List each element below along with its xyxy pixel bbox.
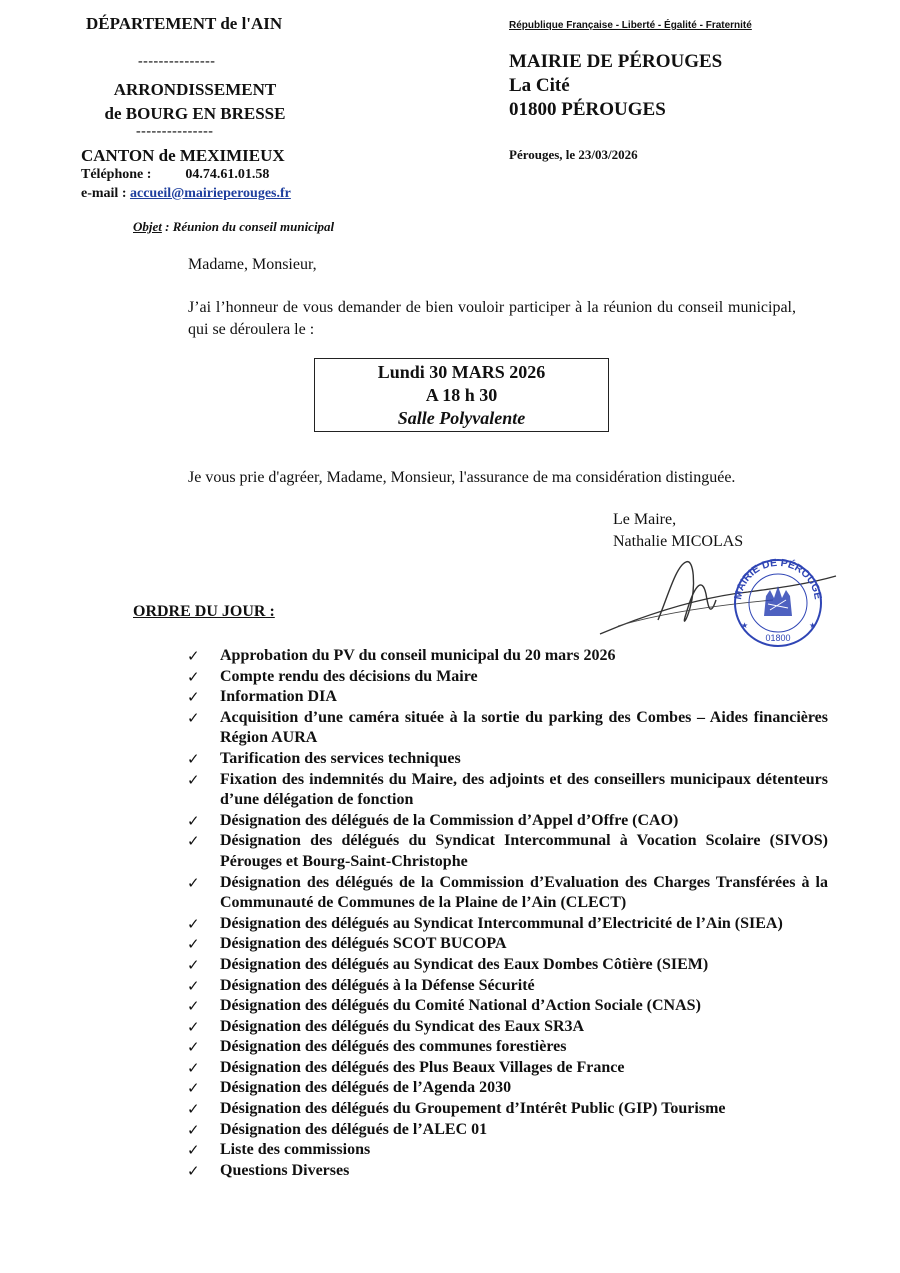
list-item bbox=[187, 708, 828, 749]
check-icon: ✓ bbox=[187, 688, 200, 707]
list-item bbox=[187, 1140, 828, 1161]
signature-block bbox=[613, 509, 743, 553]
mairie-name: MAIRIE DE PÉROUGES bbox=[509, 51, 723, 72]
intro-paragraph: J’ai l’honneur de vous demander de bien vouloir participer à la réunion du conseil municipal, qui se déroulera le : bbox=[188, 299, 796, 338]
agenda-item-text: Fixation des indemnités du Maire, des adjoints et des conseillers municipaux détenteurs d’une délégation de fonction bbox=[220, 770, 828, 809]
meeting-date: Lundi 30 MARS 2026 bbox=[377, 362, 546, 382]
agenda-item-text: Désignation des délégués des Plus Beaux Villages de France bbox=[220, 1058, 625, 1076]
arrondissement bbox=[60, 78, 330, 126]
check-icon: ✓ bbox=[187, 1058, 200, 1077]
agenda-item-text: Désignation des délégués SCOT BUCOPA bbox=[220, 935, 507, 953]
agenda-item-text: Tarification des services techniques bbox=[220, 749, 461, 767]
list-item bbox=[187, 1099, 828, 1120]
check-icon: ✓ bbox=[187, 749, 200, 768]
list-item bbox=[187, 811, 828, 832]
svg-text:MAIRIE DE PÉROUGES bbox=[598, 556, 824, 601]
phone-label: Téléphone : bbox=[81, 167, 152, 182]
check-icon: ✓ bbox=[187, 976, 200, 995]
stamp-code: 01800 bbox=[765, 633, 791, 643]
check-icon: ✓ bbox=[187, 667, 200, 686]
closing-paragraph: Je vous prie d'agréer, Madame, Monsieur, l'assurance de ma considération distinguée. bbox=[188, 469, 736, 486]
check-icon: ✓ bbox=[187, 647, 200, 665]
canton: CANTON de MEXIMIEUX bbox=[81, 146, 285, 165]
list-item bbox=[187, 914, 828, 935]
check-icon: ✓ bbox=[187, 1100, 200, 1119]
check-icon: ✓ bbox=[187, 708, 200, 727]
email-link[interactable]: accueil@mairieperouges.fr bbox=[129, 186, 291, 201]
salutation: Madame, Monsieur, bbox=[188, 256, 317, 273]
stamp-text: MAIRIE DE PÉROUGE bbox=[732, 556, 824, 601]
address-line2: 01800 PÉROUGES bbox=[509, 99, 666, 120]
check-icon: ✓ bbox=[187, 873, 200, 892]
check-icon: ✓ bbox=[187, 955, 200, 974]
official-stamp bbox=[598, 556, 838, 657]
agenda-list bbox=[187, 646, 828, 1181]
agenda-item-text: Information DIA bbox=[220, 688, 337, 706]
arrondissement-line2: de BOURG EN BRESSE bbox=[104, 104, 286, 123]
separator: --------------- bbox=[136, 124, 214, 139]
list-item bbox=[187, 1120, 828, 1141]
check-icon: ✓ bbox=[187, 1017, 200, 1036]
list-item bbox=[187, 1017, 828, 1038]
department-title: DÉPARTEMENT de l'AIN bbox=[86, 14, 283, 33]
svg-text:★: ★ bbox=[809, 621, 817, 630]
check-icon: ✓ bbox=[187, 832, 200, 851]
check-icon: ✓ bbox=[187, 811, 200, 830]
list-item bbox=[187, 1078, 828, 1099]
signature-name: Nathalie MICOLAS bbox=[613, 533, 744, 550]
stamp-seal bbox=[598, 556, 824, 646]
agenda-item-text: Désignation des délégués des communes forestières bbox=[220, 1038, 567, 1056]
subject-line bbox=[133, 219, 334, 235]
list-item bbox=[187, 770, 828, 811]
date-line: Pérouges, le 23/03/2026 bbox=[509, 147, 638, 162]
list-item bbox=[187, 646, 828, 667]
list-item bbox=[187, 1058, 828, 1079]
agenda-item-text: Désignation des délégués du Syndicat des Eaux SR3A bbox=[220, 1017, 585, 1035]
list-item bbox=[187, 667, 828, 688]
meeting-time: A 18 h 30 bbox=[425, 385, 498, 405]
list-item bbox=[187, 1161, 828, 1182]
agenda-item-text: Désignation des délégués du Syndicat Intercommunal à Vocation Scolaire (SIVOS) Pérouges et Bourg-Saint-Christophe bbox=[220, 832, 828, 870]
list-item bbox=[187, 687, 828, 708]
agenda-item-text: Acquisition d’une caméra située à la sortie du parking des Combes – Aides financières Région AURA bbox=[220, 708, 828, 747]
svg-text:★: ★ bbox=[741, 621, 749, 630]
agenda-title-suffix: : bbox=[265, 603, 275, 620]
agenda-item-text: Désignation des délégués au Syndicat des Eaux Dombes Côtière (SIEM) bbox=[220, 955, 709, 973]
republic-motto: République Française - Liberté - Égalité - Fraternité bbox=[509, 20, 752, 31]
agenda-item-text: Désignation des délégués de l’Agenda 2030 bbox=[220, 1079, 512, 1097]
check-icon: ✓ bbox=[187, 1161, 200, 1180]
agenda-item-text: Compte rendu des décisions du Maire bbox=[220, 667, 478, 685]
check-icon: ✓ bbox=[187, 1141, 200, 1160]
list-item bbox=[187, 976, 828, 997]
list-item bbox=[187, 996, 828, 1017]
list-item bbox=[187, 934, 828, 955]
check-icon: ✓ bbox=[187, 997, 200, 1016]
check-icon: ✓ bbox=[187, 935, 200, 954]
list-item bbox=[187, 749, 828, 770]
check-icon: ✓ bbox=[187, 1038, 200, 1057]
agenda-item-text: Questions Diverses bbox=[220, 1161, 350, 1179]
check-icon: ✓ bbox=[187, 1079, 200, 1098]
arrondissement-line1: ARRONDISSEMENT bbox=[113, 80, 277, 99]
agenda-title-text: ORDRE DU JOUR bbox=[133, 603, 266, 620]
check-icon: ✓ bbox=[187, 914, 200, 933]
agenda-item-text: Désignation des délégués au Syndicat Intercommunal d’Electricité de l’Ain (SIEA) bbox=[220, 914, 783, 932]
agenda-title bbox=[133, 603, 275, 621]
email-line bbox=[81, 186, 291, 202]
agenda-item-text: Désignation des délégués à la Défense Sécurité bbox=[220, 976, 535, 994]
signature-title: Le Maire, bbox=[613, 511, 677, 528]
agenda-item-text: Désignation des délégués de la Commission d’Appel d’Offre (CAO) bbox=[220, 811, 679, 829]
subject-label: Objet bbox=[133, 219, 162, 234]
meeting-place: Salle Polyvalente bbox=[397, 408, 526, 428]
address-line1: La Cité bbox=[509, 75, 570, 96]
separator: --------------- bbox=[138, 54, 216, 69]
agenda-item-text: Désignation des délégués de l’ALEC 01 bbox=[220, 1120, 488, 1138]
list-item bbox=[187, 1037, 828, 1058]
mairie-address bbox=[509, 50, 722, 122]
phone-value: 04.74.61.01.58 bbox=[185, 167, 270, 182]
list-item bbox=[187, 831, 828, 872]
stamp-emblem-icon bbox=[764, 586, 792, 616]
agenda-item-text: Liste des commissions bbox=[220, 1141, 371, 1159]
check-icon: ✓ bbox=[187, 1120, 200, 1139]
agenda-item-text: Désignation des délégués du Comité National d’Action Sociale (CNAS) bbox=[220, 997, 701, 1015]
list-item bbox=[187, 955, 828, 976]
list-item bbox=[187, 873, 828, 914]
agenda-item-text: Désignation des délégués de la Commission d’Evaluation des Charges Transférées à la Communauté de Communes de la Plaine de l’Ain (CLECT) bbox=[220, 873, 828, 912]
phone-line bbox=[81, 167, 269, 183]
meeting-box bbox=[314, 358, 609, 432]
agenda-item-text: Désignation des délégués du Groupement d’Intérêt Public (GIP) Tourisme bbox=[220, 1100, 726, 1118]
agenda-item-text: Approbation du PV du conseil municipal du 20 mars 2026 bbox=[220, 647, 616, 664]
check-icon: ✓ bbox=[187, 770, 200, 789]
email-label: e-mail : bbox=[81, 186, 127, 201]
subject-text: : Réunion du conseil municipal bbox=[161, 219, 335, 234]
